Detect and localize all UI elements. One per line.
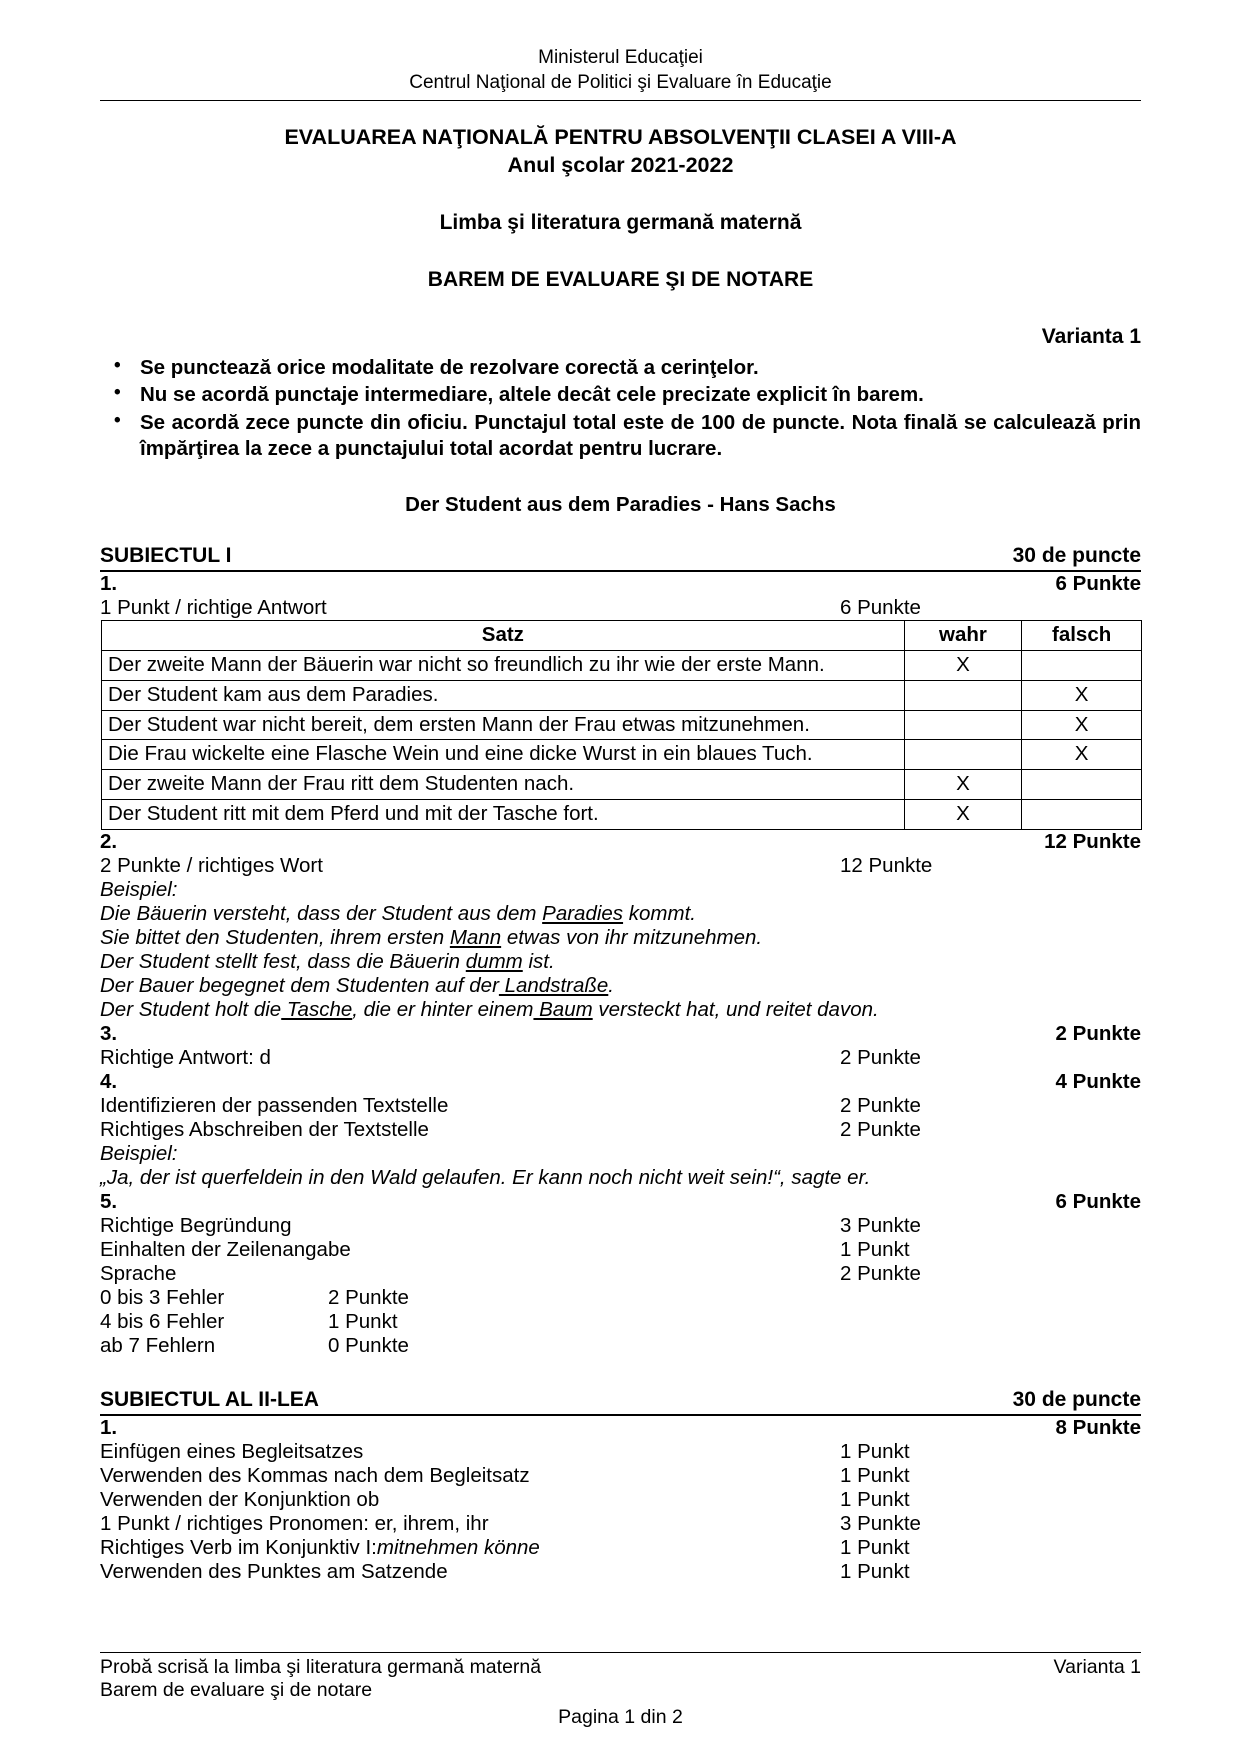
subject-2-criterion-points: 3 Punkte bbox=[840, 1511, 921, 1535]
item-3-answer-label: Richtige Antwort: d bbox=[100, 1046, 271, 1070]
item-5-criterion-row bbox=[100, 1238, 1141, 1262]
item-3-answer-row bbox=[100, 1046, 1141, 1070]
item-3-number: 3. bbox=[100, 1022, 118, 1046]
subject-2-item-1-header bbox=[100, 1416, 1141, 1440]
subject-2-criterion-row bbox=[100, 1464, 1141, 1488]
item-5-header bbox=[100, 1190, 1141, 1214]
subject-2-criterion-row bbox=[100, 1560, 1141, 1584]
subject-2-criterion-label: Einfügen eines Begleitsatzes bbox=[100, 1439, 364, 1463]
example-text-post: etwas von ihr mitzunehmen. bbox=[501, 926, 763, 950]
subject-2-criterion-points: 1 Punkt bbox=[840, 1559, 910, 1583]
grading-rule-item: • Se acordă zece puncte din oficiu. Punctajul total este de 100 de puncte. Nota finală se calculează prin împărţirea la zece a punctajului total acordat pentru lucrare. bbox=[100, 410, 1141, 462]
item-5-points: 6 Punkte bbox=[1055, 1190, 1141, 1214]
item-2-example-sentence bbox=[100, 950, 1141, 974]
subject-2-criterion-row bbox=[100, 1488, 1141, 1512]
exam-title-line2: Anul şcolar 2021-2022 bbox=[507, 152, 734, 177]
item-1-criterion-label: 1 Punkt / richtige Antwort bbox=[100, 595, 327, 619]
footer-divider bbox=[100, 1652, 1141, 1653]
subject-2-criterion-row bbox=[100, 1440, 1141, 1464]
item-4-criterion-points: 2 Punkte bbox=[840, 1094, 921, 1118]
item-5-criterion-points: 3 Punkte bbox=[840, 1214, 921, 1238]
item-5-scale-points: 0 Punkte bbox=[328, 1334, 409, 1358]
table-cell-falsch bbox=[1022, 650, 1142, 680]
table-cell-wahr bbox=[904, 740, 1022, 770]
table-row bbox=[102, 710, 1142, 740]
item-2-criterion-points: 12 Punkte bbox=[840, 854, 933, 878]
table-cell-wahr: X bbox=[904, 770, 1022, 800]
table-cell-wahr bbox=[904, 680, 1022, 710]
item-1-criterion-points: 6 Punkte bbox=[840, 595, 921, 619]
table-cell-falsch bbox=[1022, 770, 1142, 800]
item-5-number: 5. bbox=[100, 1190, 118, 1214]
item-5-scale-points: 2 Punkte bbox=[328, 1286, 409, 1310]
example-text-post: ist. bbox=[522, 950, 555, 974]
item-1-criterion-row bbox=[100, 596, 1141, 620]
example-text-pre: Der Bauer begegnet dem Studenten auf der bbox=[100, 974, 499, 998]
subject-2-criterion-row bbox=[100, 1512, 1141, 1536]
item-3-answer-points: 2 Punkte bbox=[840, 1046, 921, 1070]
item-4-criterion-row bbox=[100, 1094, 1141, 1118]
item-2-example-sentence bbox=[100, 902, 1141, 926]
example-answer-word: Tasche bbox=[281, 998, 353, 1022]
subject-2-criterion-points: 1 Punkt bbox=[840, 1439, 910, 1463]
table-cell-sentence: Der Student kam aus dem Paradies. bbox=[102, 680, 905, 710]
footer-variant: Varianta 1 bbox=[1053, 1656, 1141, 1678]
section-subject-2-title: SUBIECTUL AL II-LEA bbox=[100, 1388, 319, 1412]
subject-2-criterion-label: Verwenden des Punktes am Satzende bbox=[100, 1559, 448, 1583]
table-row bbox=[102, 800, 1142, 830]
true-false-table bbox=[101, 620, 1142, 831]
subject-2-criterion-row bbox=[100, 1536, 1141, 1560]
item-4-criterion-label: Richtiges Abschreiben der Textstelle bbox=[100, 1118, 429, 1142]
table-cell-falsch bbox=[1022, 800, 1142, 830]
grading-rule-item: • Se punctează orice modalitate de rezolvare corectă a cerinţelor. bbox=[100, 355, 1141, 381]
exam-subject: Limba şi literatura germană maternă bbox=[439, 211, 802, 235]
table-cell-sentence: Der zweite Mann der Bäuerin war nicht so freundlich zu ihr wie der erste Mann. bbox=[102, 650, 905, 680]
section-subject-1-title: SUBIECTUL I bbox=[100, 544, 232, 568]
example-text-pre: Der Student holt die bbox=[100, 998, 282, 1022]
item-2-example-sentence bbox=[100, 998, 1141, 1022]
table-row bbox=[102, 740, 1142, 770]
example-answer-word: dumm bbox=[465, 950, 523, 974]
grading-rules-list bbox=[100, 355, 1141, 462]
item-2-criterion-row bbox=[100, 854, 1141, 878]
example-answer-word: Paradies bbox=[542, 902, 624, 926]
exam-title bbox=[100, 124, 1141, 179]
section-subject-2-points: 30 de puncte bbox=[1012, 1388, 1141, 1412]
item-4-criterion-row bbox=[100, 1118, 1141, 1142]
table-row bbox=[102, 650, 1142, 680]
item-2-number: 2. bbox=[100, 830, 118, 854]
item-5-criterion-row bbox=[100, 1262, 1141, 1286]
table-cell-wahr: X bbox=[904, 800, 1022, 830]
subject-2-criterion-label: Verwenden des Kommas nach dem Begleitsatz bbox=[100, 1463, 530, 1487]
item-1-points: 6 Punkte bbox=[1055, 571, 1141, 595]
variant-label: Varianta 1 bbox=[1041, 324, 1141, 348]
example-answer-word-2: Baum bbox=[533, 998, 593, 1022]
item-5-criterion-label: Sprache bbox=[100, 1262, 177, 1286]
subject-2-item-1-points: 8 Punkte bbox=[1055, 1415, 1141, 1439]
table-cell-sentence: Der Student ritt mit dem Pferd und mit der Tasche fort. bbox=[102, 800, 905, 830]
subject-2-criterion-label: Verwenden der Konjunktion ob bbox=[100, 1487, 380, 1511]
item-5-scale-row bbox=[100, 1334, 1141, 1358]
exam-title-line1: EVALUAREA NAŢIONALĂ PENTRU ABSOLVENŢII CLASEI A VIII-A bbox=[284, 125, 957, 150]
subject-2-item-1-number: 1. bbox=[100, 1415, 118, 1439]
section-subject-2-header bbox=[100, 1388, 1141, 1416]
item-2-example-sentence bbox=[100, 974, 1141, 998]
example-answer-word: Landstraße bbox=[498, 974, 609, 998]
literary-work-title: Der Student aus dem Paradies - Hans Sachs bbox=[405, 493, 836, 517]
table-cell-wahr: X bbox=[904, 650, 1022, 680]
table-cell-sentence: Der Student war nicht bereit, dem ersten Mann der Frau etwas mitzunehmen. bbox=[102, 710, 905, 740]
item-1-header bbox=[100, 572, 1141, 596]
item-5-scale-label: ab 7 Fehlern bbox=[100, 1334, 216, 1358]
item-5-scale-row bbox=[100, 1310, 1141, 1334]
item-5-scale-row bbox=[100, 1286, 1141, 1310]
table-row bbox=[102, 770, 1142, 800]
example-text-pre: Der Student stellt fest, dass die Bäuerin bbox=[100, 950, 466, 974]
item-5-criterion-label: Richtige Begründung bbox=[100, 1214, 292, 1238]
example-answer-word: Mann bbox=[449, 926, 502, 950]
item-4-points: 4 Punkte bbox=[1055, 1070, 1141, 1094]
subject-2-criterion-italic: mitnehmen könne bbox=[376, 1535, 540, 1559]
footer-page-number: Pagina 1 din 2 bbox=[558, 1706, 683, 1728]
example-text-mid: , die er hinter einem bbox=[352, 998, 534, 1022]
footer-top-row bbox=[100, 1656, 1141, 1679]
ministry-name: Ministerul Educaţiei bbox=[538, 47, 703, 68]
table-header-row bbox=[102, 620, 1142, 650]
example-text-post: versteckt hat, und reitet davon. bbox=[592, 998, 879, 1022]
page-footer bbox=[100, 1652, 1141, 1729]
item-2-example-sentence bbox=[100, 926, 1141, 950]
footer-exam-name: Probă scrisă la limba şi literatura germană maternă bbox=[100, 1656, 542, 1678]
table-cell-sentence: Der zweite Mann der Frau ritt dem Studenten nach. bbox=[102, 770, 905, 800]
item-4-example-label: Beispiel: bbox=[100, 1142, 178, 1166]
example-text-post: kommt. bbox=[623, 902, 696, 926]
item-5-scale-label: 4 bis 6 Fehler bbox=[100, 1310, 225, 1334]
subject-2-criterion-label: Richtiges Verb im Konjunktiv I: bbox=[100, 1535, 377, 1559]
table-cell-falsch: X bbox=[1022, 740, 1142, 770]
column-header-falsch: falsch bbox=[1022, 620, 1142, 650]
table-cell-wahr bbox=[904, 710, 1022, 740]
item-2-example-label: Beispiel: bbox=[100, 878, 178, 902]
item-3-header bbox=[100, 1022, 1141, 1046]
item-2-points: 12 Punkte bbox=[1044, 830, 1141, 854]
subject-2-criterion-points: 1 Punkt bbox=[840, 1463, 910, 1487]
example-text-pre: Sie bittet den Studenten, ihrem ersten bbox=[100, 926, 450, 950]
subject-2-criterion-points: 1 Punkt bbox=[840, 1535, 910, 1559]
item-5-scale-points: 1 Punkt bbox=[328, 1310, 398, 1334]
table-row bbox=[102, 680, 1142, 710]
section-subject-1-header bbox=[100, 544, 1141, 572]
item-5-criterion-label: Einhalten der Zeilenangabe bbox=[100, 1238, 351, 1262]
subject-2-criterion-points: 1 Punkt bbox=[840, 1487, 910, 1511]
example-text-pre: Die Bäuerin versteht, dass der Student aus dem bbox=[100, 902, 543, 926]
evaluation-center-name: Centrul Naţional de Politici şi Evaluare în Educaţie bbox=[409, 71, 832, 93]
item-1-number: 1. bbox=[100, 571, 118, 595]
grading-rule-item: • Nu se acordă punctaje intermediare, altele decât cele precizate explicit în barem. bbox=[100, 382, 1141, 408]
table-cell-sentence: Die Frau wickelte eine Flasche Wein und eine dicke Wurst in ein blaues Tuch. bbox=[102, 740, 905, 770]
section-subject-1-points: 30 de puncte bbox=[1012, 544, 1141, 568]
table-cell-falsch: X bbox=[1022, 680, 1142, 710]
subject-2-criterion-label: 1 Punkt / richtiges Pronomen: er, ihrem, ihr bbox=[100, 1511, 489, 1535]
header-divider bbox=[100, 100, 1141, 101]
document-header bbox=[100, 46, 1141, 95]
item-3-points: 2 Punkte bbox=[1055, 1022, 1141, 1046]
item-4-example-text: „Ja, der ist querfeldein in den Wald gelaufen. Er kann noch nicht weit sein!“, sagte er. bbox=[100, 1166, 871, 1190]
item-4-criterion-label: Identifizieren der passenden Textstelle bbox=[100, 1094, 449, 1118]
table-cell-falsch: X bbox=[1022, 710, 1142, 740]
example-text-post: . bbox=[608, 974, 614, 998]
column-header-satz: Satz bbox=[102, 620, 905, 650]
item-5-criterion-points: 1 Punkt bbox=[840, 1238, 910, 1262]
item-4-criterion-points: 2 Punkte bbox=[840, 1118, 921, 1142]
footer-document-type: Barem de evaluare şi de notare bbox=[100, 1679, 373, 1701]
item-2-criterion-label: 2 Punkte / richtiges Wort bbox=[100, 854, 323, 878]
document-type: BAREM DE EVALUARE ŞI DE NOTARE bbox=[427, 267, 814, 291]
item-5-criterion-points: 2 Punkte bbox=[840, 1262, 921, 1286]
column-header-wahr: wahr bbox=[904, 620, 1022, 650]
item-5-criterion-row bbox=[100, 1214, 1141, 1238]
item-4-header bbox=[100, 1070, 1141, 1094]
item-5-scale-label: 0 bis 3 Fehler bbox=[100, 1286, 225, 1310]
item-2-header bbox=[100, 830, 1141, 854]
item-4-number: 4. bbox=[100, 1070, 118, 1094]
